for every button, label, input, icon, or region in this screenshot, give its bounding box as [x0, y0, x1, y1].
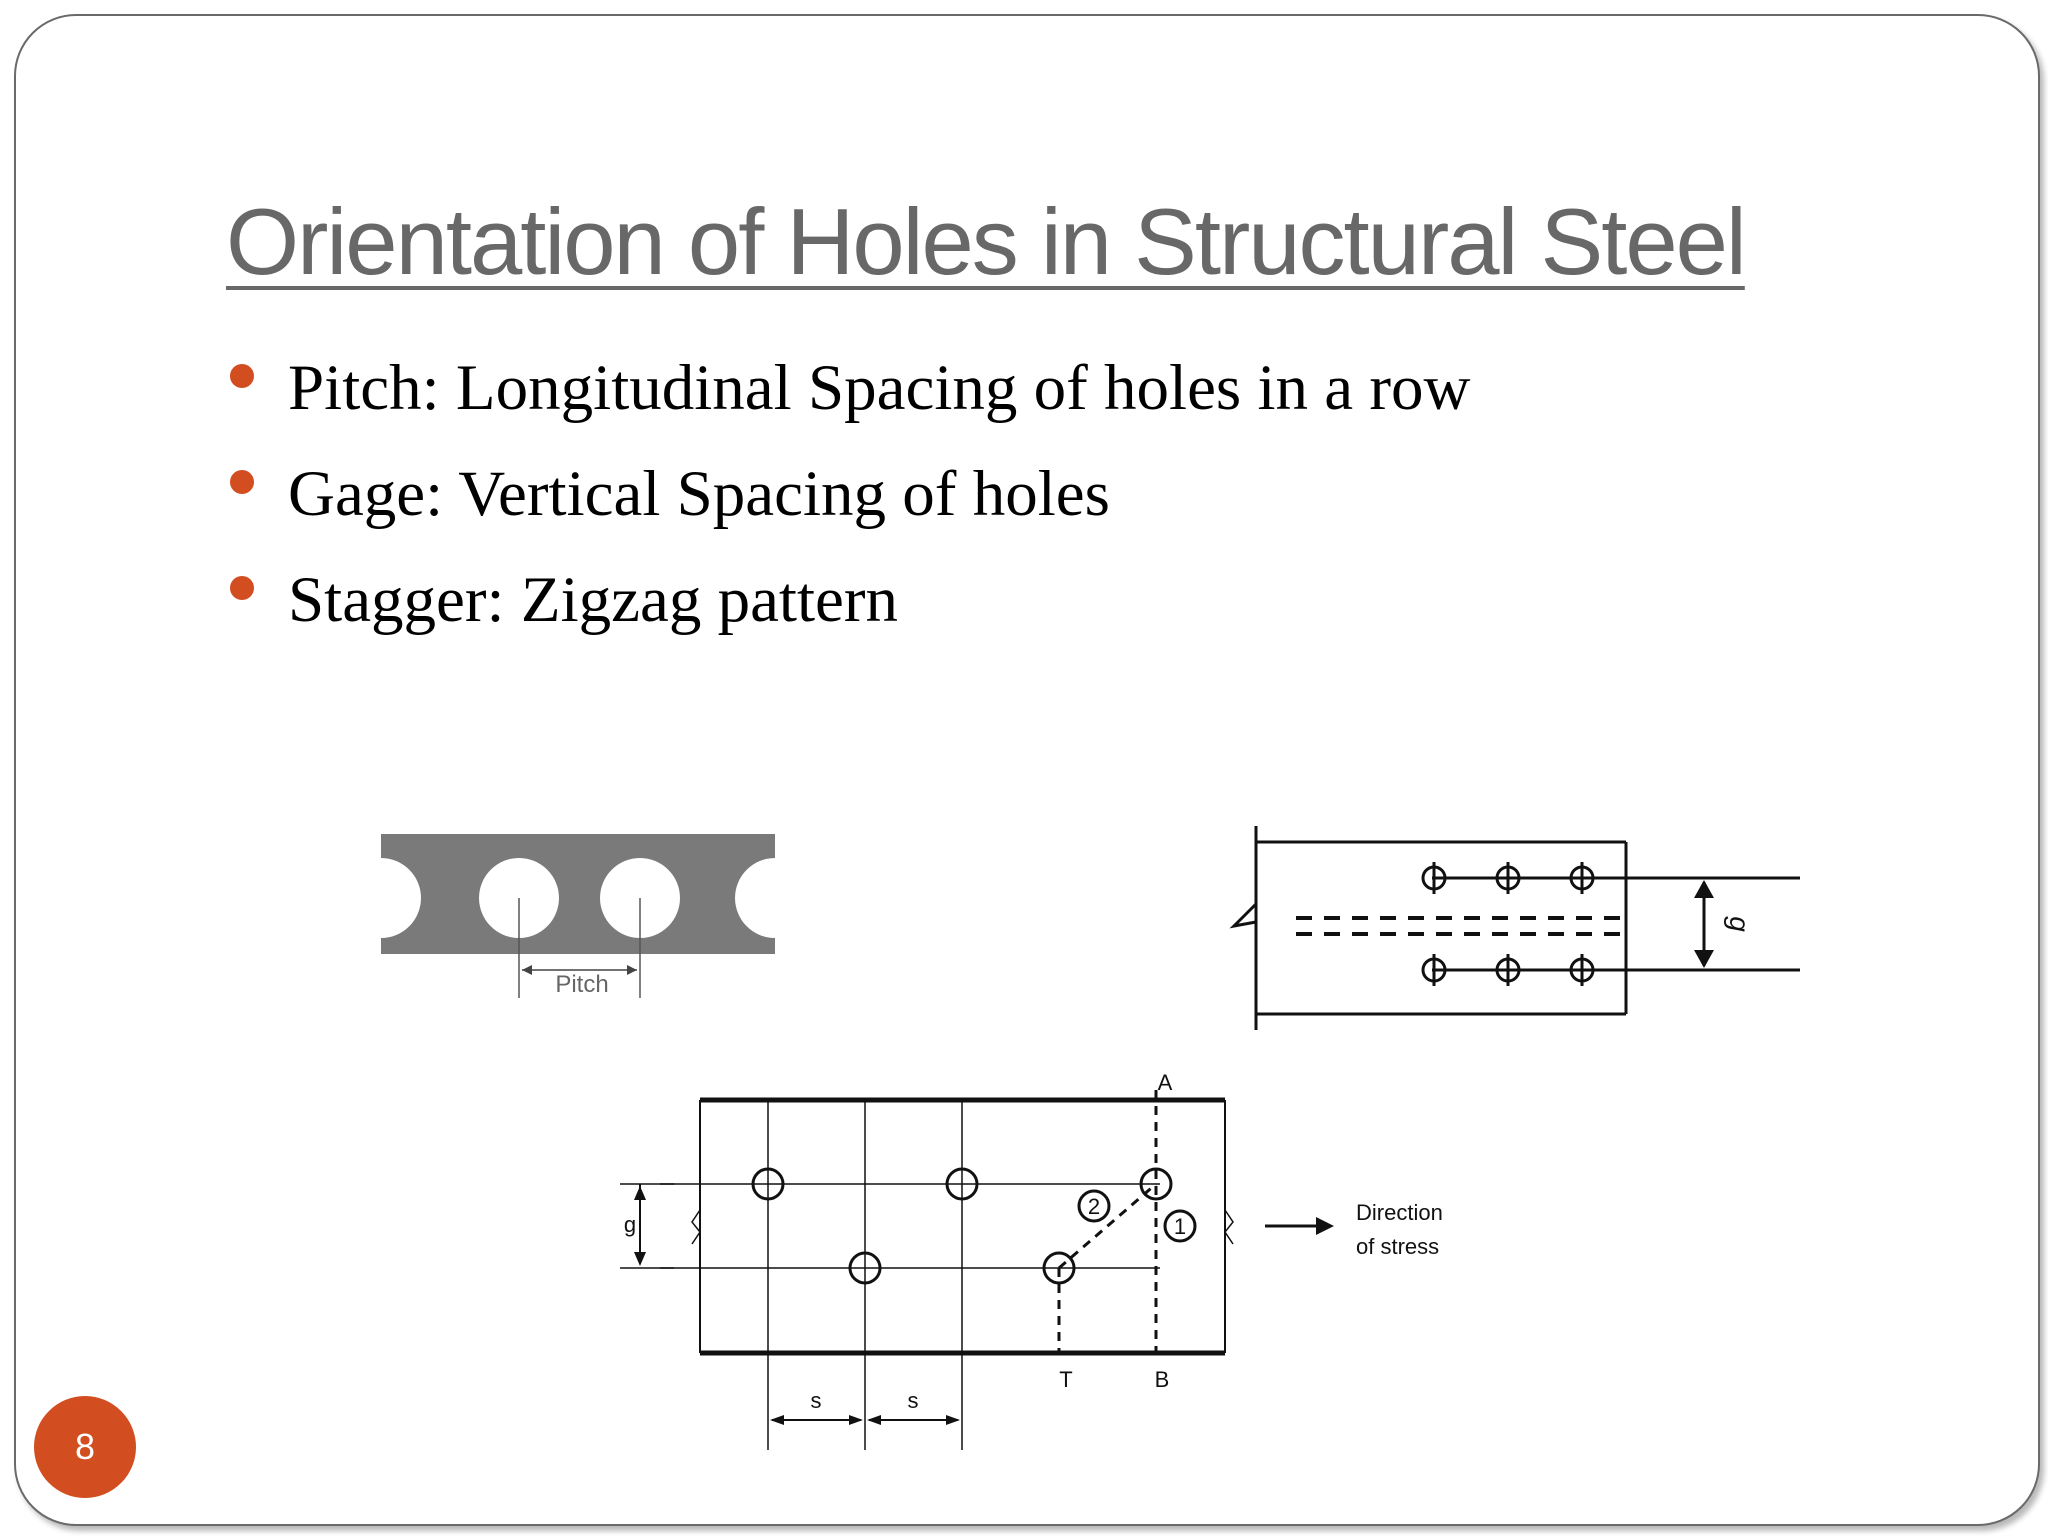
arrowhead-icon [849, 1415, 863, 1425]
bullet-item-pitch [226, 346, 1470, 452]
label-t: T [1059, 1367, 1073, 1392]
pitch-label: Pitch [555, 971, 609, 998]
arrowhead-icon [1694, 950, 1714, 968]
arrowhead-icon [522, 965, 532, 975]
label-g: g [623, 1212, 637, 1237]
direction-label: Direction [1356, 1200, 1443, 1225]
break-symbol-icon [1225, 1210, 1233, 1244]
path-2-number: 2 [1087, 1194, 1101, 1219]
bullet-item-stagger [226, 558, 1470, 664]
arrowhead-icon [1694, 880, 1714, 898]
label-a: A [1157, 1070, 1173, 1095]
label-s: s [810, 1388, 822, 1413]
bullet-text: Stagger: Zigzag pattern [288, 564, 899, 636]
bullet-dot-icon [230, 364, 254, 388]
break-symbol-icon [1234, 904, 1256, 926]
bullet-item-gage [226, 452, 1470, 558]
bullet-dot-icon [230, 576, 254, 600]
arrowhead-icon [867, 1415, 881, 1425]
slide-title: Orientation of Holes in Structural Steel [226, 189, 1745, 294]
label-s: s [907, 1388, 919, 1413]
bullet-list [226, 346, 1470, 664]
bullet-dot-icon [230, 470, 254, 494]
page-number-badge: 8 [34, 1396, 136, 1498]
gage-diagram [1226, 818, 1806, 1038]
gage-label: g [1724, 916, 1755, 932]
label-b: B [1154, 1367, 1170, 1392]
arrowhead-icon [634, 1186, 646, 1200]
bullet-text: Gage: Vertical Spacing of holes [288, 458, 1110, 530]
arrowhead-icon [946, 1415, 960, 1425]
arrowhead-icon [627, 965, 637, 975]
arrowhead-icon [634, 1252, 646, 1266]
stress-arrowhead-icon [1316, 1217, 1334, 1235]
stagger-diagram [600, 1060, 1480, 1460]
direction-label: of stress [1356, 1234, 1440, 1259]
bullet-text: Pitch: Longitudinal Spacing of holes in a row [288, 352, 1471, 424]
break-symbol-icon [692, 1210, 700, 1244]
steel-strip [381, 834, 775, 954]
path-1-number: 1 [1173, 1214, 1187, 1239]
arrowhead-icon [770, 1415, 784, 1425]
pitch-diagram [376, 826, 786, 1006]
